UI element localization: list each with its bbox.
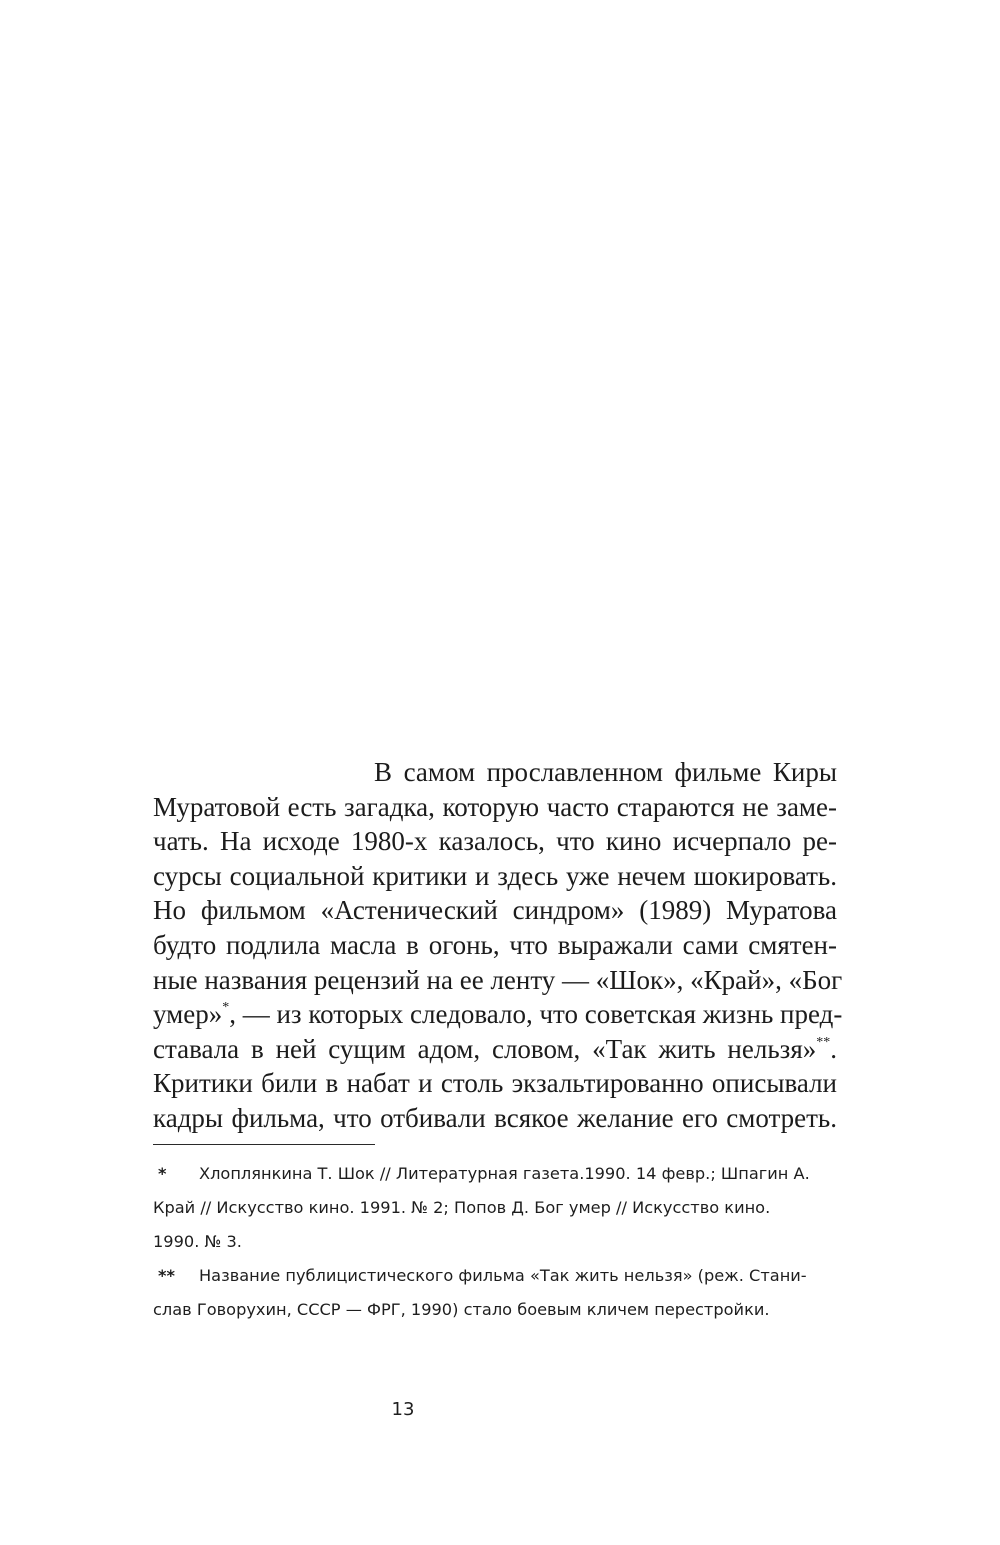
- page-number: 13: [391, 1399, 415, 1420]
- footnote-ref-1[interactable]: *: [222, 1000, 230, 1016]
- paragraph-line: ные названия рецензий на ее ленту — «Шок», «Край», «Бог: [153, 964, 843, 995]
- footnote-1: [153, 1157, 837, 1259]
- footnotes: [153, 1157, 837, 1327]
- footnote-2: [153, 1259, 837, 1327]
- footnote-line: слав Говорухин, СССР — ФРГ, 1990) стало боевым кличем перестройки.: [153, 1300, 770, 1319]
- paragraph-line: чать. На исходе 1980-х казалось, что кино исчерпало ре-: [153, 826, 837, 857]
- line-segment: .: [830, 1033, 837, 1064]
- footnote-line: Край // Искусство кино. 1991. № 2; Попов Д. Бог умер // Искусство кино.: [153, 1198, 771, 1217]
- line-segment: , — из которых следовало, что советская жизнь пред-: [229, 999, 843, 1030]
- line-segment: ставала в ней сущим адом, словом, «Так жить нельзя»: [153, 1033, 817, 1064]
- page-number-container: [0, 1399, 782, 1420]
- footnote-mark: *: [158, 1164, 167, 1183]
- paragraph-line: Но фильмом «Астенический синдром» (1989) Муратова: [153, 895, 837, 926]
- line-segment: умер»: [153, 999, 223, 1030]
- footnote-line: Название публицистического фильма «Так жить нельзя» (реж. Стани-: [199, 1266, 807, 1285]
- paragraph-line: будто подлила масла в огонь, что выражали сами смятен-: [153, 929, 837, 960]
- footnote-mark: **: [158, 1266, 175, 1285]
- paragraph-line: [153, 1032, 837, 1067]
- footnote-divider: [153, 1144, 375, 1145]
- paragraph-line: кадры фильма, что отбивали всякое желание его смотреть.: [153, 1102, 837, 1133]
- main-paragraph: [153, 755, 843, 1136]
- footnote-line: 1990. № 3.: [153, 1232, 242, 1251]
- footnote-line: Хлоплянкина Т. Шок // Литературная газета.1990. 14 февр.; Шпагин А.: [199, 1164, 810, 1183]
- paragraph-line: сурсы социальной критики и здесь уже нечем шокировать.: [153, 860, 837, 891]
- paragraph-line: В самом прославленном фильме Киры: [374, 757, 837, 787]
- paragraph-line: Критики били в набат и столь экзальтированно описывали: [153, 1068, 837, 1099]
- footnote-ref-2[interactable]: **: [816, 1034, 831, 1050]
- paragraph-line: [153, 997, 843, 1032]
- paragraph-line: Муратовой есть загадка, которую часто стараются не заме-: [153, 791, 837, 822]
